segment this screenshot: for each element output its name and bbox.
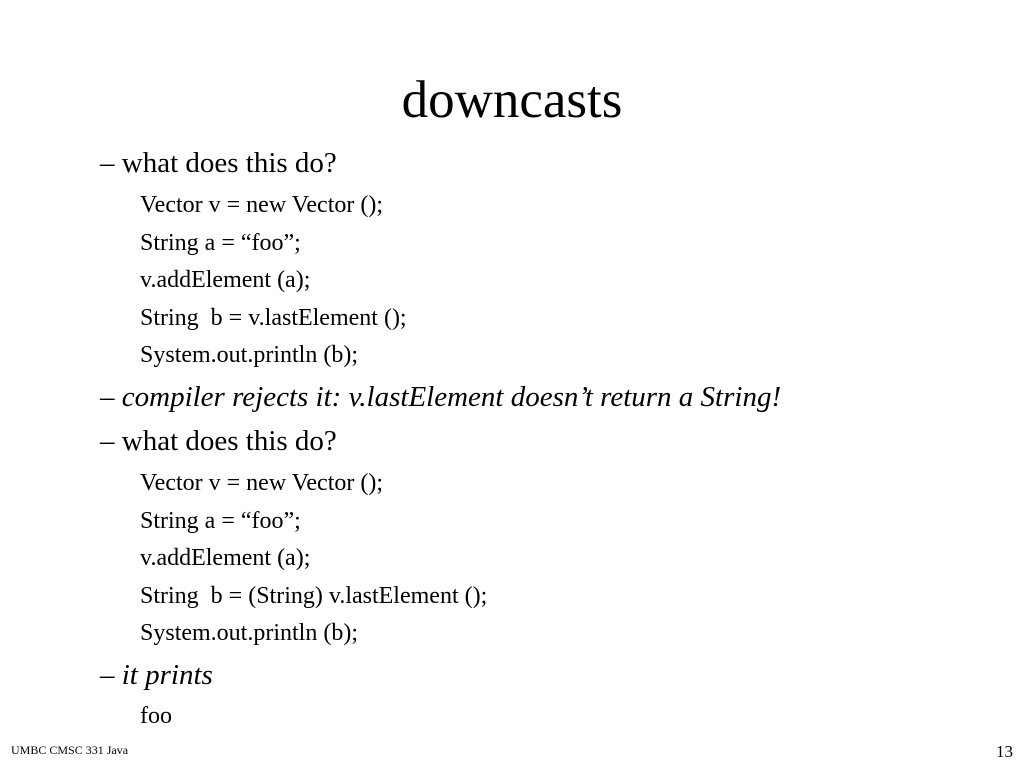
bullet-text: it prints [121,659,213,691]
slide-title: downcasts [401,71,623,129]
bullet-dash: – [100,659,122,691]
bullet-text: compiler rejects it: v.lastElement doesn’t return a String! [121,381,782,413]
code-line: String b = v.lastElement (); [140,305,407,331]
bullet-dash: – [100,147,122,179]
bullet-it-prints [100,658,213,692]
footer-page-number: 13 [996,742,1013,761]
code-line: String a = “foo”; [140,508,301,534]
code-line: String b = (String) v.lastElement (); [140,583,488,609]
bullet-dash: – [100,425,122,457]
bullet-compiler-rejects [100,380,781,414]
code-line: System.out.println (b); [140,620,358,646]
bullet-text: what does this do? [121,147,337,179]
code-line: Vector v = new Vector (); [140,192,384,218]
bullet-dash: – [100,381,122,413]
bullet-question-1 [100,146,337,180]
code-line: System.out.println (b); [140,342,358,368]
footer-course: UMBC CMSC 331 Java [11,743,129,757]
code-line: Vector v = new Vector (); [140,470,384,496]
bullet-text: what does this do? [121,425,337,457]
code-line: String a = “foo”; [140,230,301,256]
code-line: v.addElement (a); [140,545,311,571]
code-line: v.addElement (a); [140,267,311,293]
output-line: foo [140,703,172,729]
bullet-question-2 [100,424,337,458]
